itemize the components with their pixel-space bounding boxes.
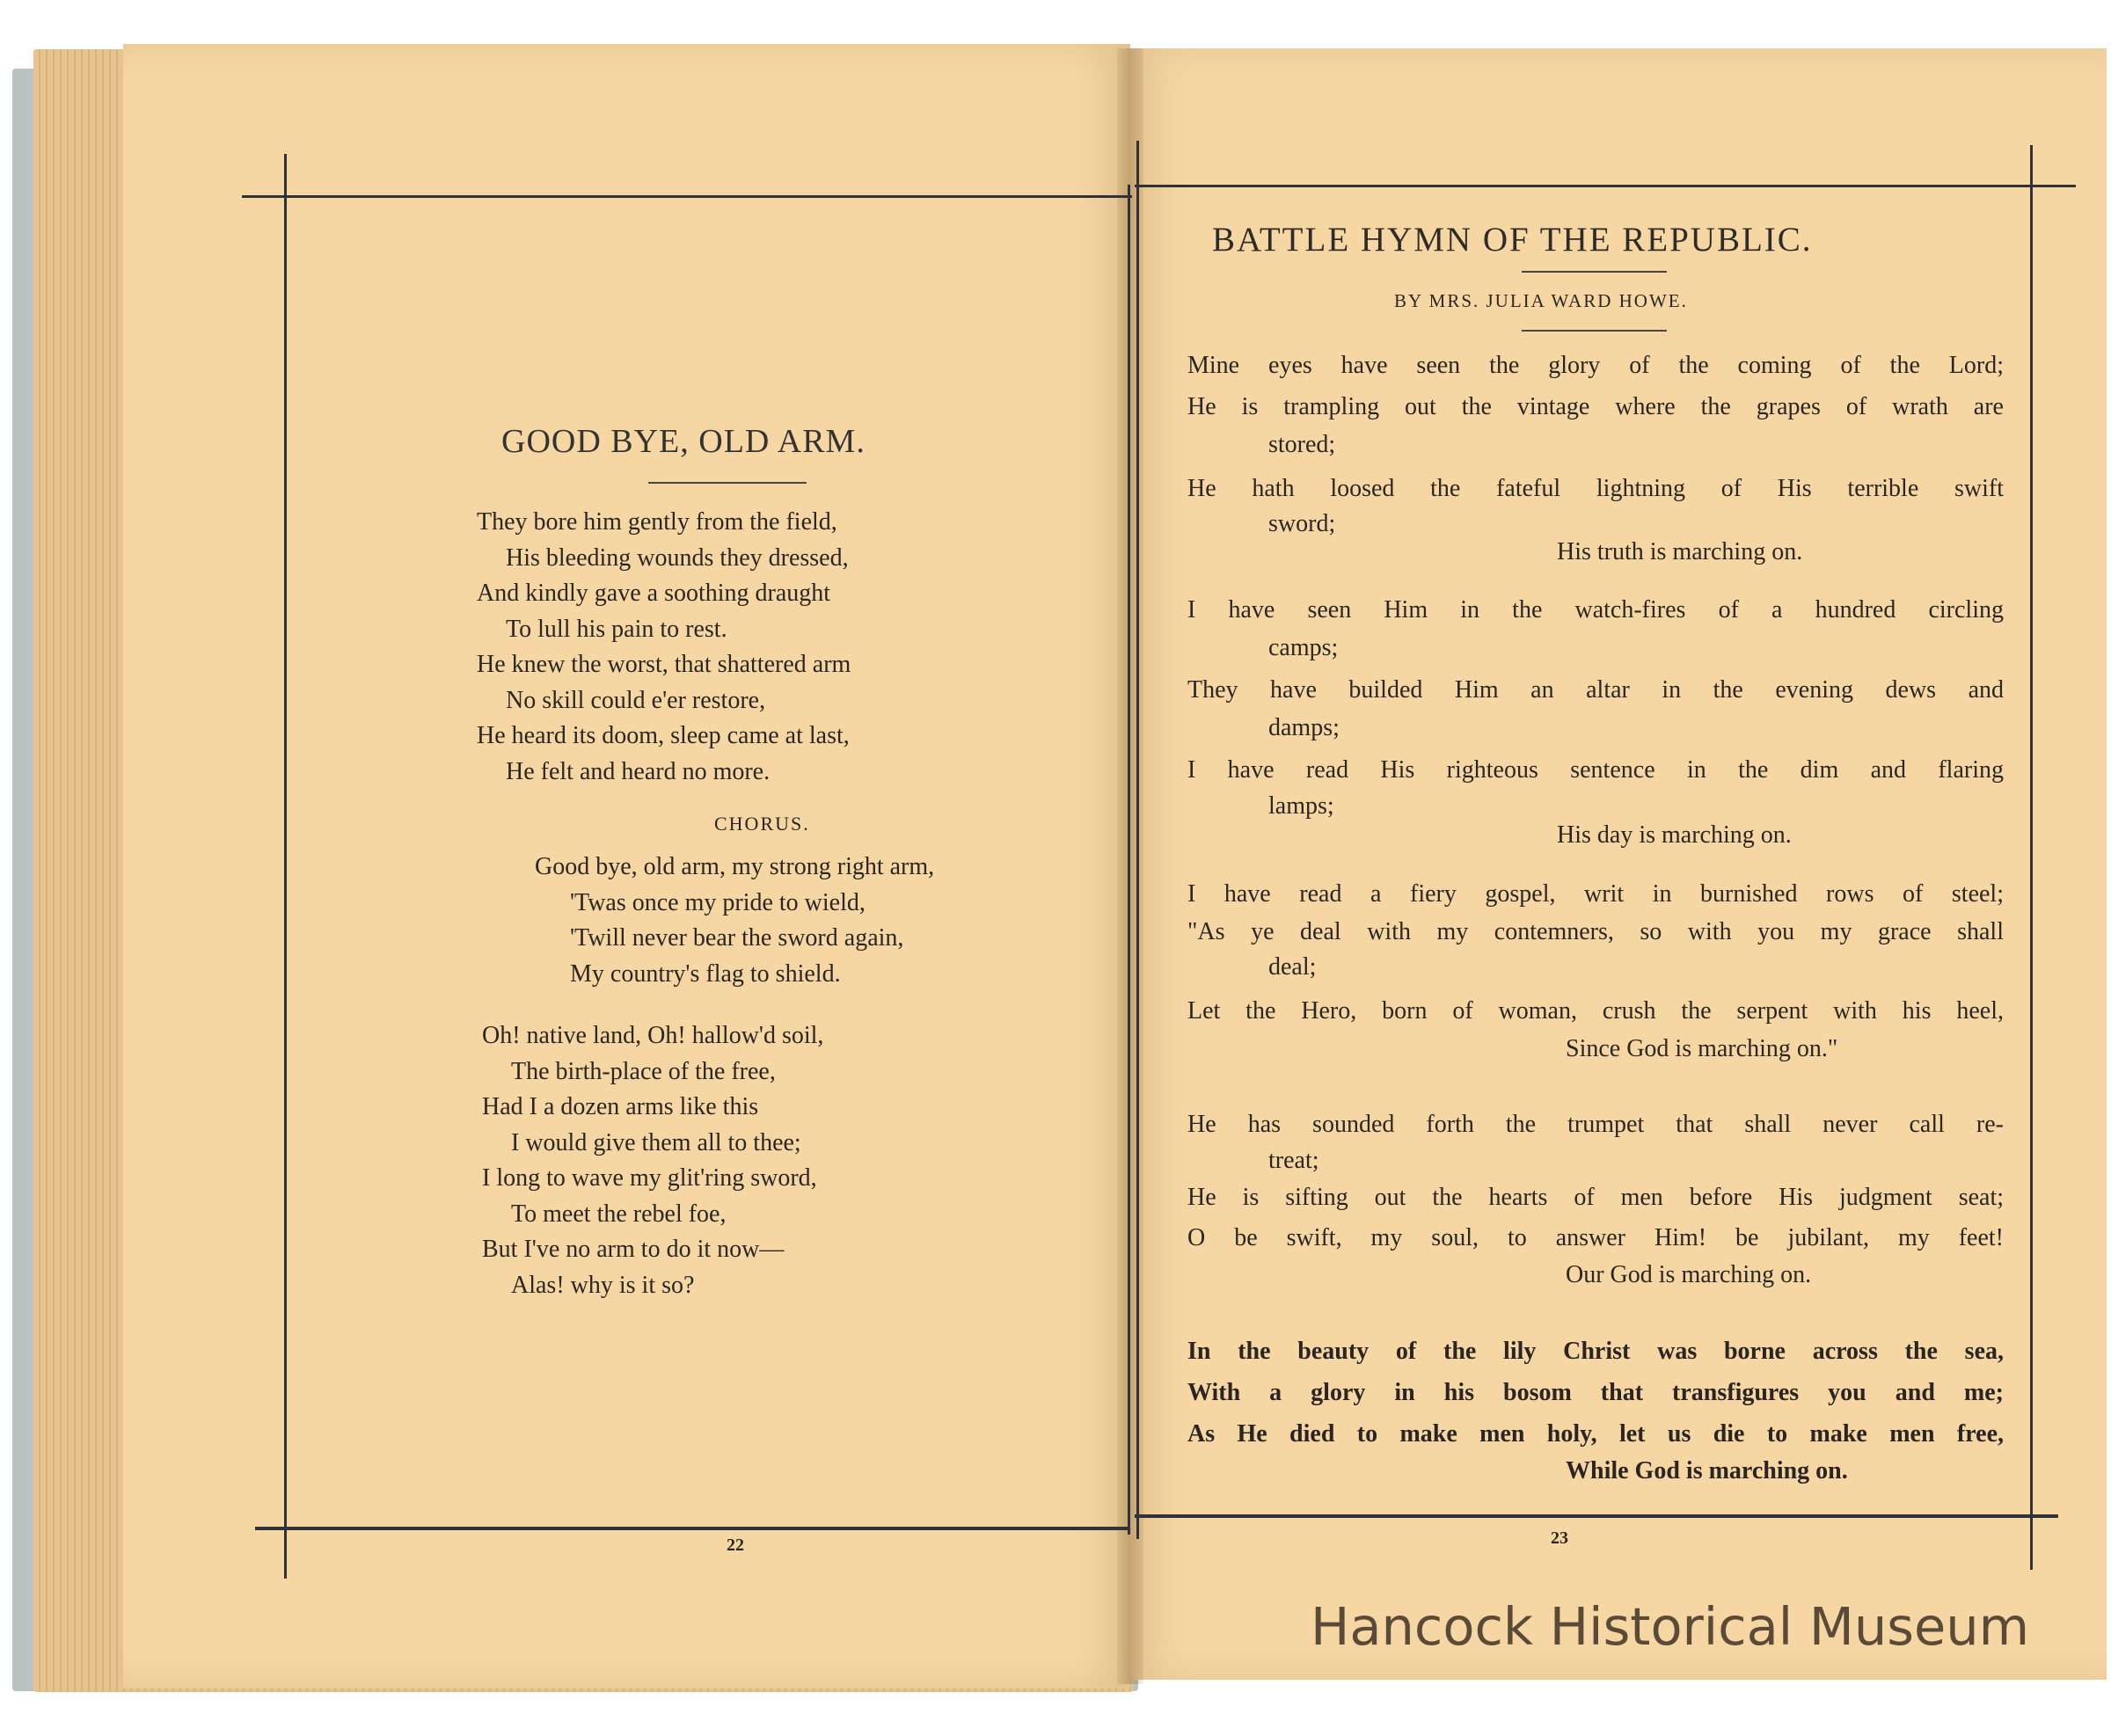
verse-line-continuation: deal; xyxy=(1268,953,1317,981)
verse-refrain: Our God is marching on. xyxy=(1566,1261,1812,1288)
verse-1 xyxy=(1187,345,2004,565)
title-rule-top xyxy=(1522,271,1667,273)
chorus xyxy=(535,850,934,992)
right-frame-right-rule xyxy=(2030,145,2033,1570)
verse-line: He hath loosed the fateful lightning of His terrible swift xyxy=(1187,475,2004,502)
poem-title-good-bye-old-arm: GOOD BYE, OLD ARM. xyxy=(501,423,866,460)
poem-line: I long to wave my glit'ring sword, xyxy=(482,1164,817,1192)
left-frame-left-rule xyxy=(284,154,287,1579)
poem-line: They bore him gently from the field, xyxy=(477,508,837,536)
poem-line: And kindly gave a soothing draught xyxy=(477,580,831,607)
verse-refrain: His day is marching on. xyxy=(1557,821,1792,849)
author-byline: BY MRS. JULIA WARD HOWE. xyxy=(1394,290,1688,311)
museum-watermark: Hancock Historical Museum xyxy=(1311,1596,2030,1657)
verse-line: I have seen Him in the watch-fires of a hundred circling xyxy=(1187,596,2004,624)
verse-line: He is trampling out the vintage where the grapes of wrath are xyxy=(1187,393,2004,420)
verse-line-continuation: stored; xyxy=(1268,431,1336,458)
verse-line: Let the Hero, born of woman, crush the serpent with his heel, xyxy=(1187,997,2004,1025)
verse-line: In the beauty of the lily Christ was borne across the sea, xyxy=(1187,1338,2004,1365)
verse-2 xyxy=(1187,589,2004,849)
verse-refrain: While God is marching on. xyxy=(1566,1457,1848,1484)
left-frame-bottom-rule xyxy=(255,1527,1130,1530)
poem-line: He knew the worst, that shattered arm xyxy=(477,651,851,678)
right-frame-left-rule xyxy=(1136,141,1139,1539)
chorus-line: My country's flag to shield. xyxy=(570,959,841,988)
chorus-line: Good bye, old arm, my strong right arm, xyxy=(535,853,935,880)
verse-line: O be swift, my soul, to answer Him! be jubilant, my feet! xyxy=(1187,1224,2004,1251)
verse-line: He has sounded forth the trumpet that shall never call re- xyxy=(1187,1111,2004,1138)
right-frame-bottom-rule xyxy=(1135,1514,2058,1518)
verse-line: Mine eyes have seen the glory of the coming of the Lord; xyxy=(1187,352,2004,379)
chorus-line: 'Twas once my pride to wield, xyxy=(570,888,866,916)
verse-line-continuation: camps; xyxy=(1268,634,1339,661)
right-frame-top-rule xyxy=(1135,185,2076,187)
verse-line: As He died to make men holy, let us die to make men free, xyxy=(1187,1420,2004,1448)
poem-line: The birth-place of the free, xyxy=(511,1057,776,1085)
chorus-heading: CHORUS. xyxy=(714,813,810,835)
page-number-left: 22 xyxy=(727,1535,744,1555)
verse-4 xyxy=(1187,1104,2004,1292)
verse-line: He is sifting out the hearts of men before His judgment seat; xyxy=(1187,1184,2004,1211)
chorus-line: 'Twill never bear the sword again, xyxy=(570,924,904,952)
poem-line: I would give them all to thee; xyxy=(511,1128,801,1156)
poem-line: He heard its doom, sleep came at last, xyxy=(477,722,850,749)
title-rule-bottom xyxy=(1522,330,1667,332)
verse-refrain: His truth is marching on. xyxy=(1557,538,1803,565)
poem-line: Oh! native land, Oh! hallow'd soil, xyxy=(482,1022,824,1049)
page-number-right: 23 xyxy=(1551,1528,1568,1548)
verse-line: With a glory in his bosom that transfigures you and me; xyxy=(1187,1379,2004,1406)
poem-line: His bleeding wounds they dressed, xyxy=(506,543,849,572)
verse-3 xyxy=(1187,873,2004,1067)
poem-line: Had I a dozen arms like this xyxy=(482,1093,759,1120)
verse-line: "As ye deal with my contemners, so with you my grace shall xyxy=(1187,918,2004,945)
verse-line-continuation: treat; xyxy=(1268,1147,1319,1174)
verse-line-continuation: sword; xyxy=(1268,510,1336,537)
poem-title-battle-hymn: BATTLE HYMN OF THE REPUBLIC. xyxy=(1212,221,1813,259)
verse-line: They have builded Him an altar in the evening dews and xyxy=(1187,676,2004,704)
verse-line: I have read His righteous sentence in the dim and flaring xyxy=(1187,756,2004,784)
stanza-1 xyxy=(477,505,851,790)
left-frame-top-rule xyxy=(242,195,1132,198)
title-underline xyxy=(648,482,807,484)
poem-line: Alas! why is it so? xyxy=(511,1271,695,1299)
verse-5 xyxy=(1187,1331,2004,1488)
verse-line-continuation: lamps; xyxy=(1268,792,1334,820)
poem-line: To lull his pain to rest. xyxy=(506,615,727,643)
verse-line: I have read a fiery gospel, writ in burnished rows of steel; xyxy=(1187,880,2004,908)
poem-line: To meet the rebel foe, xyxy=(511,1200,727,1228)
book-gutter xyxy=(1117,48,1143,1684)
left-frame-right-rule xyxy=(1128,185,1130,1535)
verse-line-continuation: damps; xyxy=(1268,714,1340,741)
verse-refrain: Since God is marching on." xyxy=(1566,1035,1838,1062)
poem-line: No skill could e'er restore, xyxy=(506,686,766,714)
poem-line: But I've no arm to do it now— xyxy=(482,1236,785,1263)
poem-line: He felt and heard no more. xyxy=(506,757,771,785)
stanza-2 xyxy=(482,1018,823,1303)
